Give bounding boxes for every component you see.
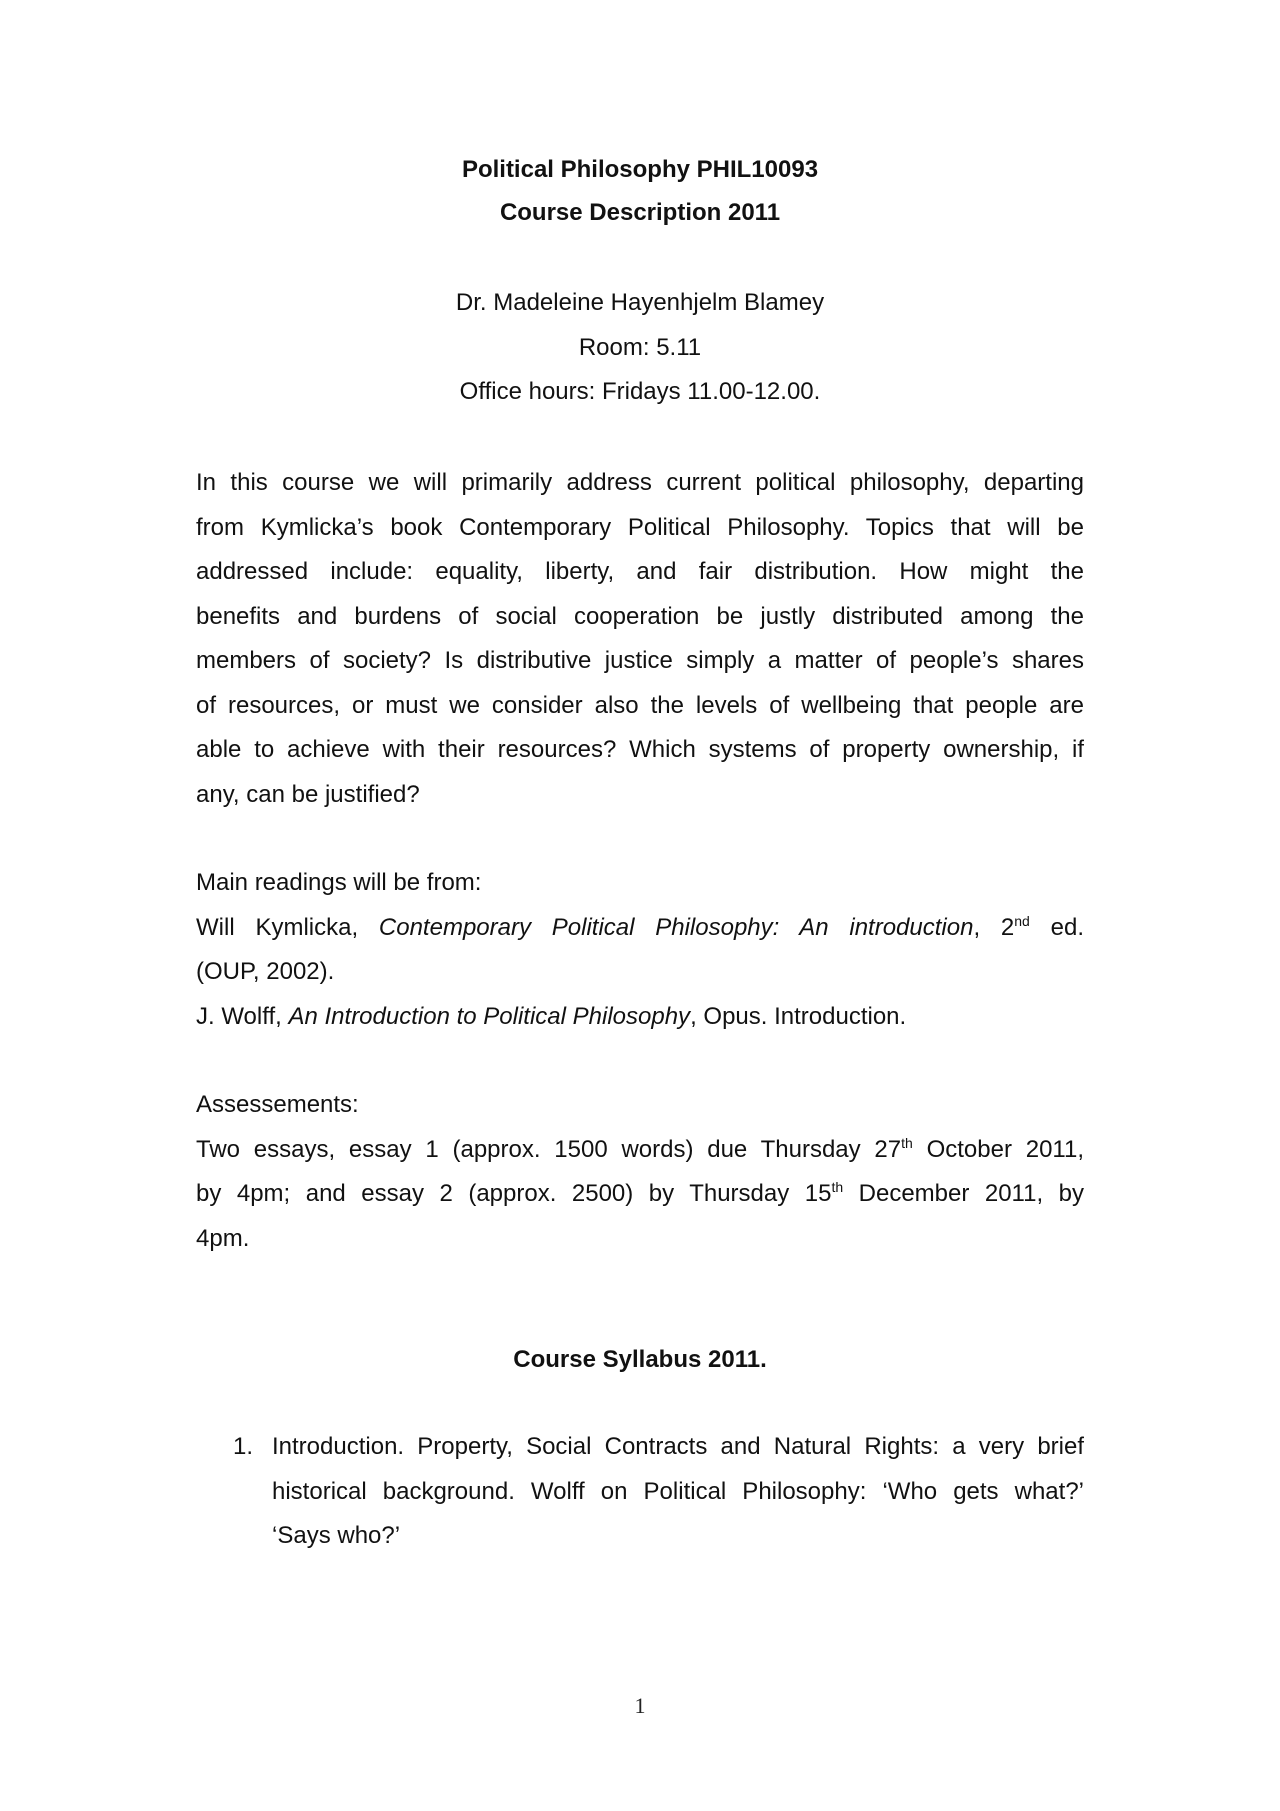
- reading-title: An Introduction to Political Philosophy: [288, 1002, 691, 1030]
- course-subtitle: Course Description 2011: [499, 199, 781, 226]
- page-number: 1: [634, 1693, 646, 1718]
- description-line: benefits and burdens of social cooperation be justly distributed among the: [196, 602, 1084, 630]
- description-line: able to achieve with their resources? Which systems of property ownership, if: [196, 736, 1084, 763]
- date-superscript: th: [831, 1179, 844, 1195]
- reading-details: , Opus. Introduction.: [690, 1002, 907, 1030]
- description-line: any, can be justified?: [196, 780, 420, 808]
- description-line: of resources, or must we consider also the levels of wellbeing that people are: [196, 691, 1084, 719]
- reading-wolff: [196, 995, 1084, 1040]
- reading-title: Contemporary Political Philosophy: An introduction: [378, 913, 974, 941]
- description-line: members of society? Is distributive justice simply a matter of people’s shares: [196, 647, 1084, 674]
- reading-edition-suffix: ed.: [1029, 913, 1084, 941]
- list-item-text: [272, 1425, 1084, 1559]
- reading-edition: , 2: [973, 913, 1015, 941]
- reading-author: J. Wolff,: [196, 1002, 289, 1030]
- list-item-number: 1.: [233, 1433, 254, 1460]
- list-item-line: Introduction. Property, Social Contracts and Natural Rights: a very brief: [272, 1433, 1084, 1460]
- list-item-line: historical background. Wolff on Political Philosophy: ‘Who gets what?’: [272, 1477, 1084, 1505]
- syllabus-heading: Course Syllabus 2011.: [513, 1346, 767, 1373]
- readings-section: [196, 861, 1084, 1039]
- lecturer-info: [0, 281, 1280, 415]
- assessment-text: December 2011, by: [843, 1180, 1084, 1207]
- assessments-heading: Assessements:: [196, 1091, 359, 1118]
- description-line: In this course we will primarily address current political philosophy, departing: [196, 469, 1084, 496]
- assessment-text: Two essays, essay 1 (approx. 1500 words) due Thursday 27: [196, 1135, 902, 1163]
- assessment-line: [196, 1128, 1084, 1173]
- assessment-line: 4pm.: [196, 1224, 250, 1252]
- assessments-section: [196, 1083, 1084, 1261]
- description-line: addressed include: equality, liberty, and fair distribution. How might the: [196, 558, 1084, 585]
- reading-author: Will Kymlicka,: [196, 913, 379, 941]
- course-description-paragraph: [196, 461, 1084, 817]
- syllabus-heading-block: [0, 1338, 1280, 1383]
- course-title: Political Philosophy PHIL10093: [461, 156, 819, 183]
- edition-superscript: nd: [1014, 912, 1030, 929]
- lecturer-name: Dr. Madeleine Hayenhjelm Blamey: [455, 289, 825, 316]
- document-subtitle-block: [0, 191, 1280, 236]
- room-number: Room: 5.11: [578, 333, 702, 361]
- assessment-text: October 2011,: [912, 1135, 1084, 1163]
- description-line: from Kymlicka’s book Contemporary Political Philosophy. Topics that will be: [196, 513, 1084, 541]
- office-hours: Office hours: Fridays 11.00-12.00.: [459, 378, 821, 405]
- assessment-line: [196, 1172, 1084, 1217]
- reading-kymlicka: [196, 906, 1084, 951]
- document-title-block: [0, 148, 1280, 193]
- reading-kymlicka-publisher: (OUP, 2002).: [196, 958, 335, 985]
- readings-heading: Main readings will be from:: [196, 869, 482, 896]
- assessment-text: by 4pm; and essay 2 (approx. 2500) by Thursday 15: [196, 1180, 832, 1207]
- date-superscript: th: [901, 1134, 913, 1151]
- list-item-line: ‘Says who?’: [272, 1522, 401, 1549]
